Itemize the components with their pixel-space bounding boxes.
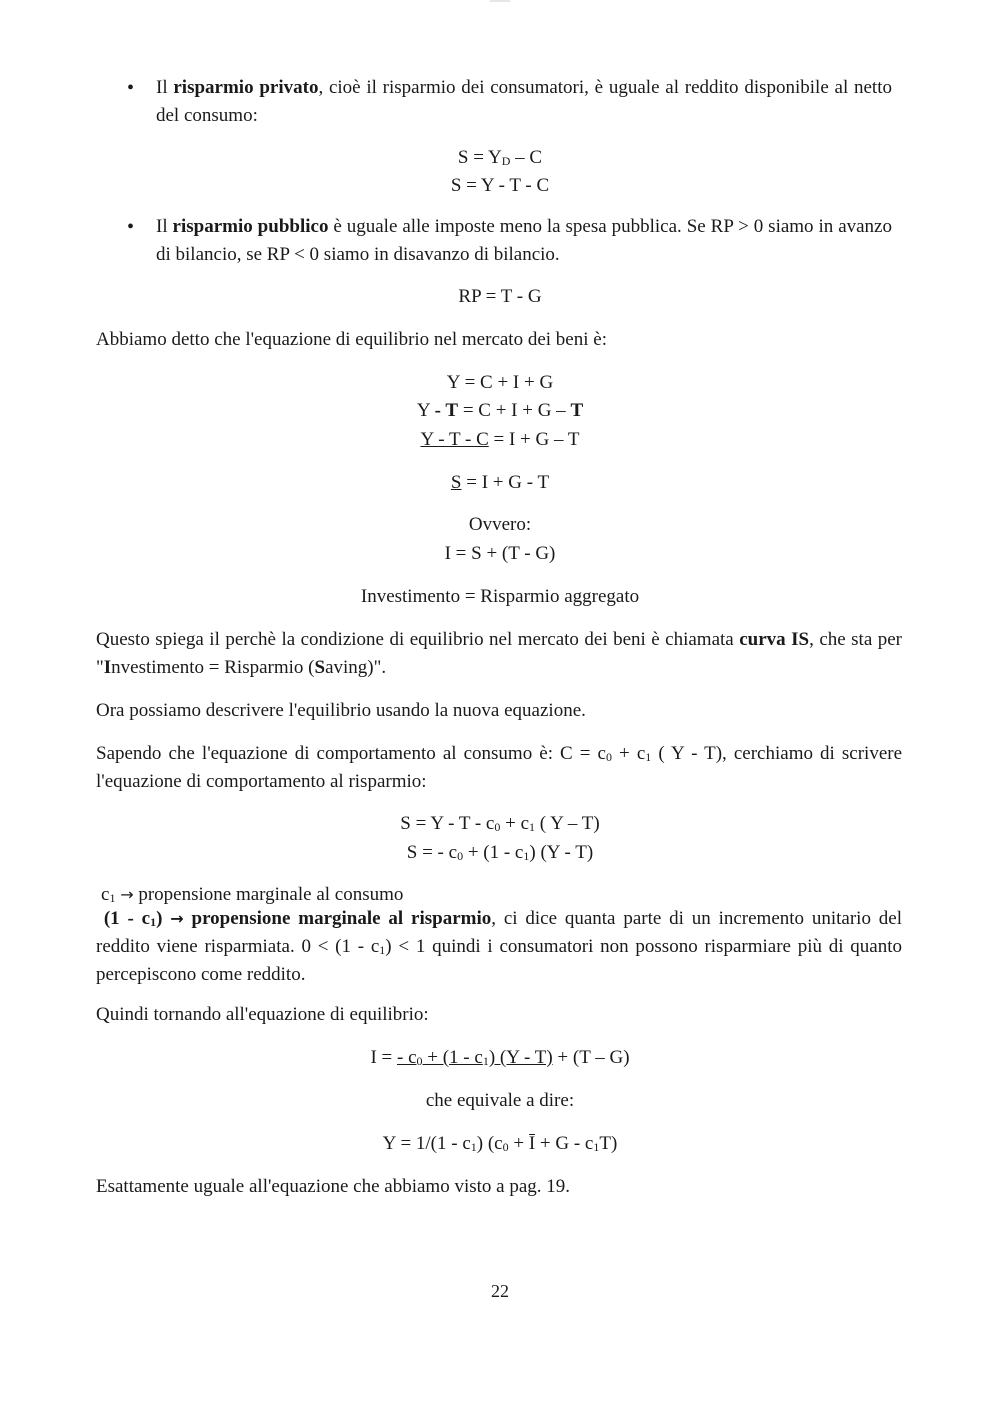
paragraph-equilibrium-intro: Abbiamo detto che l'equazione di equilibrio nel mercato dei beni è: bbox=[96, 329, 607, 350]
bullet-risparmio-pubblico: Il risparmio pubblico è uguale alle imposte meno la spesa pubblica. Se RP > 0 siamo in avanzo di bilancio, se RP < 0 siamo in disavanzo di bilancio. bbox=[156, 216, 892, 265]
equation-i-s-t-g: I = S + (T - G) bbox=[444, 543, 556, 564]
equation-i-full: I = - $c_0 + (1 - c_1)$ (Y - T) + (T – G) bbox=[370, 1047, 630, 1068]
equation-y-c-i-g: Y = C + I + G bbox=[446, 372, 554, 393]
che-equivale-label: che equivale a dire: bbox=[425, 1090, 575, 1111]
paragraph-final: Esattamente uguale all'equazione che abbiamo visto a pag. 19. bbox=[96, 1176, 571, 1197]
equation-s-i-g-t: S = I + G - T bbox=[450, 472, 550, 493]
page-number: 22 bbox=[491, 1281, 509, 1301]
bullet-marker: • bbox=[127, 216, 135, 238]
equation-s-consumption: $S = Y - T - c_0 + c_1$ ( Y – T) bbox=[400, 813, 600, 834]
investimento-risparmio-line: Investimento = Risparmio aggregato bbox=[360, 586, 640, 607]
equation-s-yd-c: $S = Y_D - C$ bbox=[457, 147, 543, 168]
ovvero-label: Ovvero: bbox=[468, 514, 532, 535]
paragraph-propensione-risparmio: $(1 - c_1)$ → propensione marginale al risparmio, ci dice quanta parte di un incremento unitario del reddito viene risparmiata. $0 < (1 - c_1) < 1$ quindi i consumatori non possono risparmiare più di quanto percepiscono come reddito. bbox=[96, 908, 903, 985]
bullet-marker: • bbox=[127, 77, 135, 99]
equation-y-multiplier: $Y = 1/(1 - c_1)$ ($c_0$ + Ī + G - $c_1T$) bbox=[382, 1133, 618, 1154]
paragraph-sapendo: Sapendo che l'equazione di comportamento al consumo è: $C = c_0 + c_1$ ( Y - T), cerchiamo di scrivere l'equazione di comportamento al risparmio: bbox=[96, 743, 903, 792]
term-risparmio-privato: risparmio privato bbox=[173, 77, 319, 98]
arrow-icon: → bbox=[120, 885, 134, 904]
arrow-icon: → bbox=[170, 909, 184, 928]
bullet-risparmio-privato: Il risparmio privato, cioè il risparmio dei consumatori, è uguale al reddito disponibile al netto del consumo: bbox=[156, 77, 892, 126]
equation-rp: RP = T - G bbox=[458, 286, 542, 307]
term-propensione-risparmio: propensione marginale al risparmio bbox=[183, 908, 492, 929]
header-mark bbox=[490, 0, 510, 2]
equation-y-t-c: Y - T - C = I + G – T bbox=[420, 429, 580, 450]
equation-y-minus-t: Y - T = C + I + G – T bbox=[416, 400, 584, 421]
term-risparmio-pubblico: risparmio pubblico bbox=[172, 216, 329, 237]
equation-s-y-t-c: S = Y - T - C bbox=[450, 175, 550, 196]
c1-definition-line: $c_1$ → propensione marginale al consumo bbox=[101, 884, 404, 905]
paragraph-quindi: Quindi tornando all'equazione di equilibrio: bbox=[96, 1004, 429, 1025]
equation-s-saving-function: S = - $c_0 + (1 - c_1)$ (Y - T) bbox=[406, 842, 594, 863]
paragraph-curva-is: Questo spiega il perchè la condizione di equilibrio nel mercato dei beni è chiamata curva IS, che sta per "Investimento = Risparmio (Saving)". bbox=[96, 629, 902, 678]
paragraph-ora-possiamo: Ora possiamo descrivere l'equilibrio usando la nuova equazione. bbox=[96, 700, 586, 721]
term-curva-is: curva IS bbox=[739, 629, 810, 650]
